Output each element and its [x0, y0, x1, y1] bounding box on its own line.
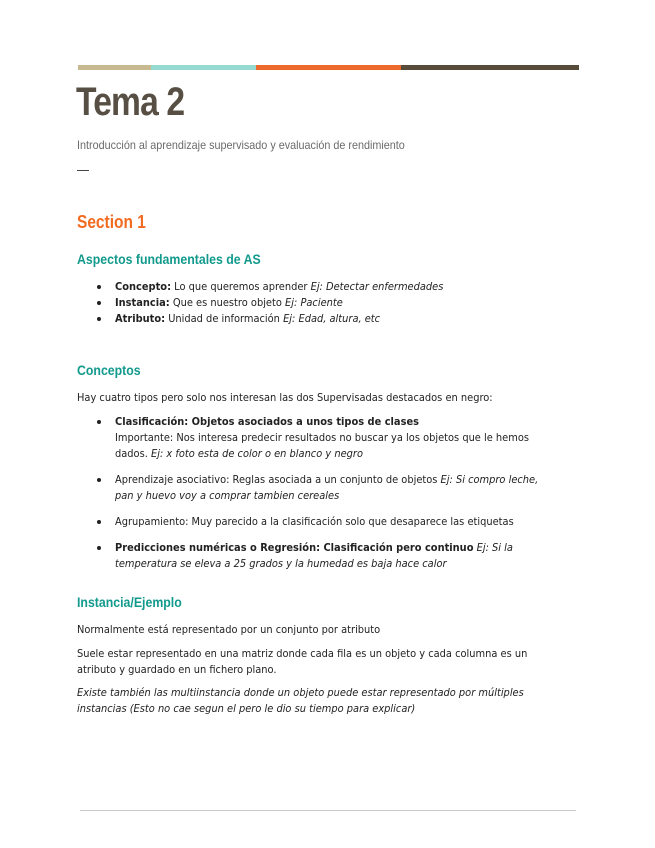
- bullet-icon: [97, 478, 101, 482]
- conceptos-list: [77, 414, 617, 572]
- list-item: Atributo: Unidad de información Ej: Edad, altura, etc: [77, 311, 617, 327]
- color-bar-segment-tan: [78, 65, 151, 70]
- color-bar-segment-brown: [401, 65, 579, 70]
- list-item: Concepto: Lo que queremos aprender Ej: Detectar enfermedades: [77, 279, 617, 295]
- bullet-icon: [97, 301, 101, 305]
- aspectos-list: [77, 279, 617, 327]
- bullet-icon: [97, 546, 101, 550]
- header-color-bar: [78, 65, 579, 70]
- instancia-paragraph-1: Normalmente está representado por un conjunto por atributo: [77, 624, 381, 636]
- bullet-icon: [97, 285, 101, 289]
- instancia-heading: Instancia/Ejemplo: [77, 594, 182, 610]
- list-item: Clasificación: Objetos asociados a unos tipos de clases Importante: Nos interesa predecir resultados no buscar ya los objetos que le hemos dados. Ej: x foto esta de color o en blanco y negro: [77, 414, 617, 462]
- footer-divider: [80, 810, 576, 811]
- list-item: Instancia: Que es nuestro objeto Ej: Paciente: [77, 295, 617, 311]
- color-bar-segment-teal: [151, 65, 256, 70]
- list-item: Agrupamiento: Muy parecido a la clasificación solo que desaparece las etiquetas: [77, 514, 617, 530]
- list-item: Aprendizaje asociativo: Reglas asociada a un conjunto de objetos Ej: Si compro leche, pan y huevo voy a comprar tambien cereales: [77, 472, 617, 504]
- conceptos-heading: Conceptos: [77, 362, 141, 378]
- page-title: Tema 2: [76, 80, 185, 124]
- color-bar-segment-orange: [256, 65, 401, 70]
- aspectos-heading: Aspectos fundamentales de AS: [77, 251, 261, 267]
- bullet-icon: [97, 317, 101, 321]
- instancia-paragraph-2: Suele estar representado en una matriz donde cada fila es un objeto y cada columna es un atributo y guardado en un fichero plano.: [77, 648, 528, 676]
- page-subtitle: Introducción al aprendizaje supervisado y evaluación de rendimiento: [77, 138, 405, 152]
- conceptos-intro: Hay cuatro tipos pero solo nos interesan las dos Supervisadas destacados en negro:: [77, 392, 493, 404]
- bullet-icon: [97, 420, 101, 424]
- instancia-paragraph-3: Existe también las multiinstancia donde un objeto puede estar representado por múltiples instancias (Esto no cae segun el pero le dio su tiempo para explicar): [77, 687, 524, 715]
- bullet-icon: [97, 520, 101, 524]
- section-heading: Section 1: [77, 212, 146, 232]
- list-item: Predicciones numéricas o Regresión: Clasificación pero continuo Ej: Si la temperatura se eleva a 25 grados y la humedad es baja hace calor: [77, 540, 617, 572]
- title-divider: [77, 170, 89, 171]
